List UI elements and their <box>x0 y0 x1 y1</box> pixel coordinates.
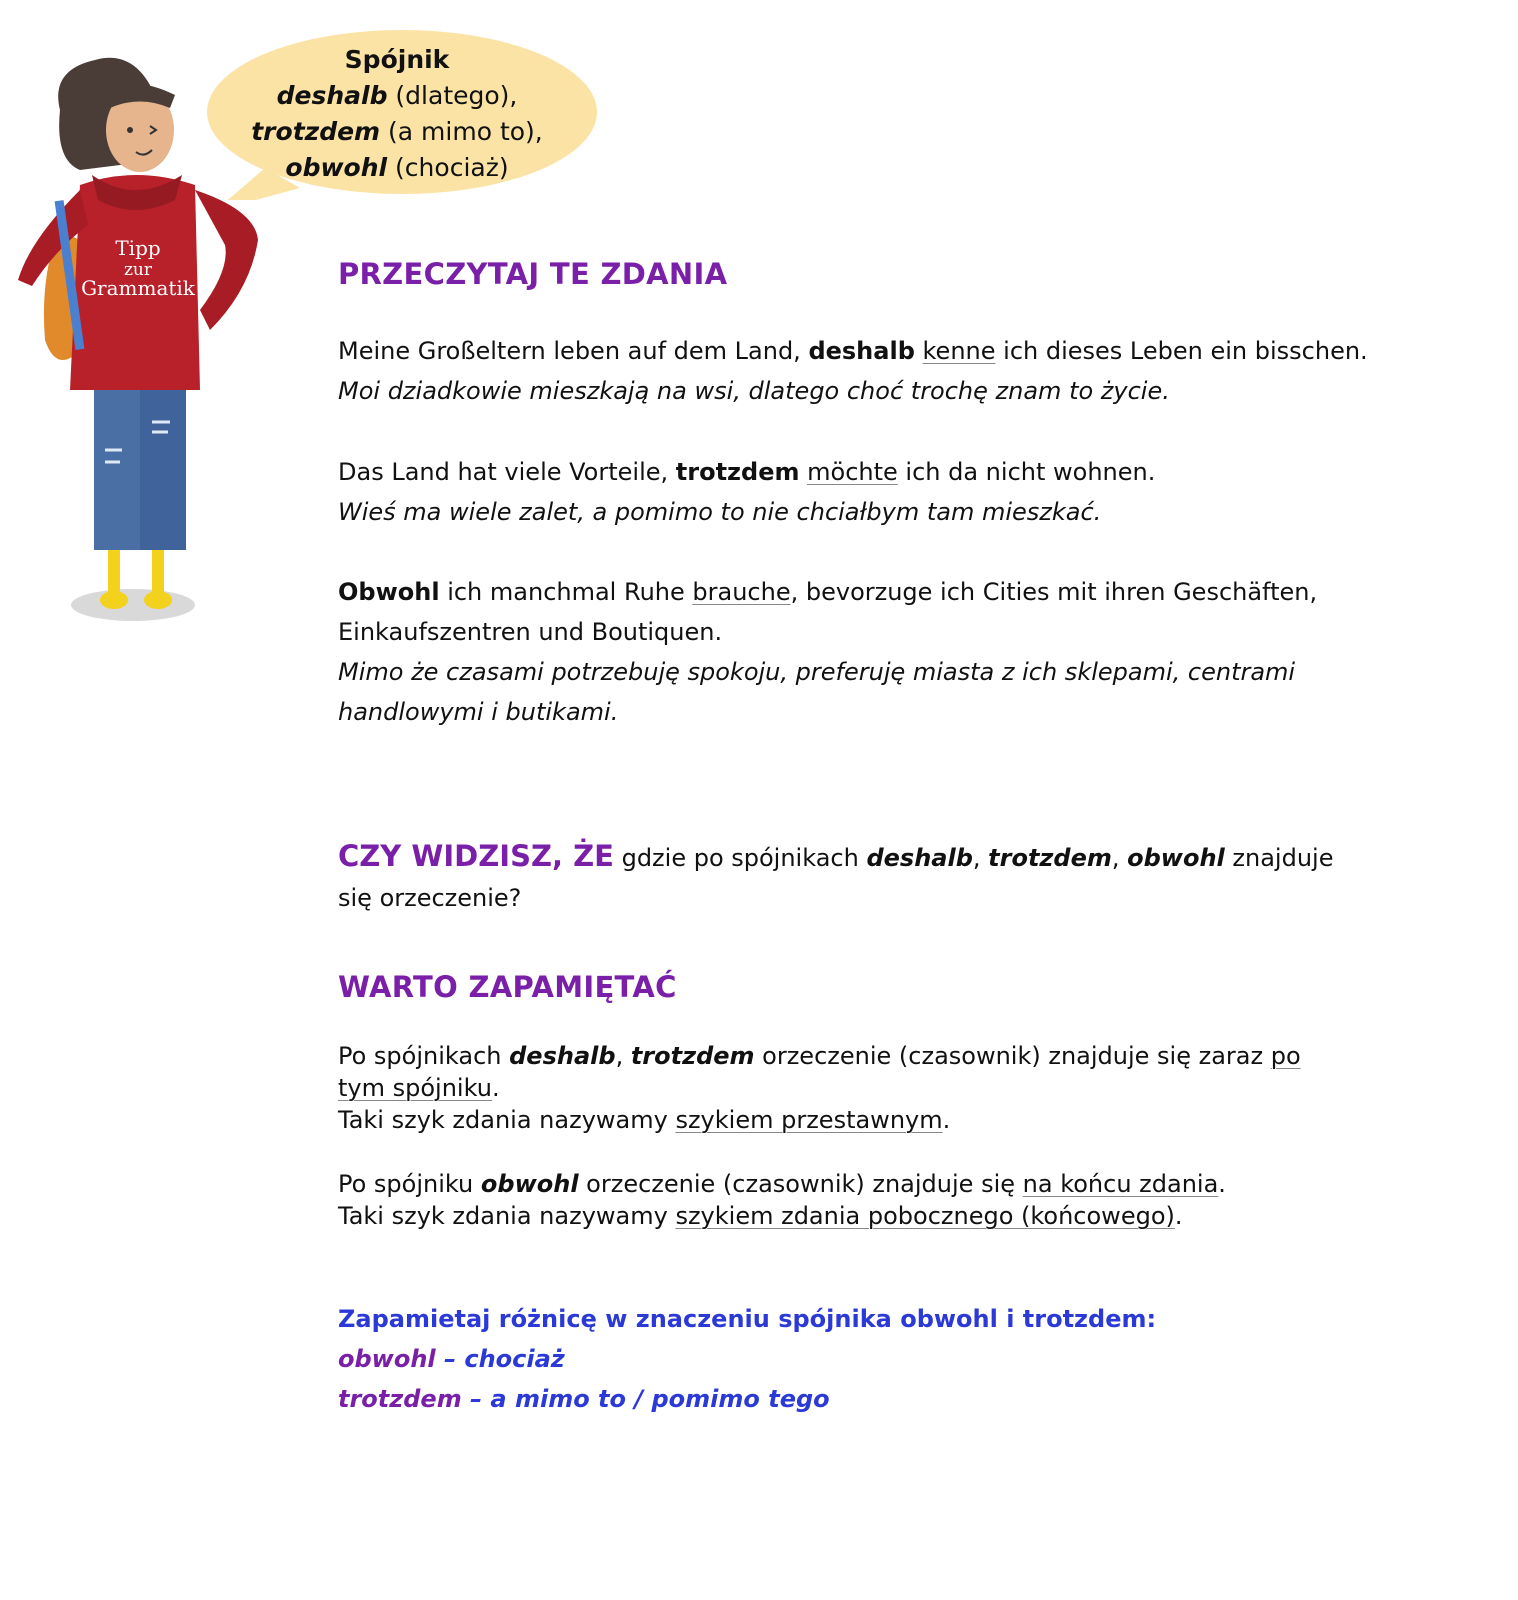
rule-4: Taki szyk zdania nazywamy szykiem zdania pobocznego (końcowego). <box>338 1202 1183 1230</box>
sentence-2: Das Land hat viele Vorteile, trotzdem möchte ich da nicht wohnen. Wieś ma wiele zalet, a pomimo to nie chciałbym tam mieszkać. <box>338 452 1468 532</box>
hoodie-text-1: Tipp <box>115 236 161 260</box>
rule-3: Po spójniku obwohl orzeczenie (czasownik) znajduje się na końcu zdania. <box>338 1170 1226 1198</box>
bubble-line: deshalb (dlatego), <box>276 81 518 110</box>
sentence-1: Meine Großeltern leben auf dem Land, deshalb kenne ich dieses Leben ein bisschen. Moi dziadkowie mieszkają na wsi, dlatego choć trochę znam to życie. <box>338 331 1468 411</box>
bubble-text <box>232 42 562 186</box>
hoodie-text-3: Grammatik <box>81 276 195 300</box>
sentence-2-translation: Wieś ma wiele zalet, a pomimo to nie chciałbym tam mieszkać. <box>338 498 1102 526</box>
bubble-line: trotzdem (a mimo to), <box>251 117 543 146</box>
bubble-line: obwohl (chociaż) <box>285 153 509 182</box>
tip-heading: Zapamietaj różnicę w znaczeniu spójnika obwohl i trotzdem: <box>338 1305 1157 1333</box>
question-paragraph: CZY WIDZISZ, ŻE gdzie po spójnikach deshalb, trotzdem, obwohl znajduje się orzeczenie? <box>338 839 1334 912</box>
rule-2: Taki szyk zdania nazywamy szykiem przestawnym. <box>338 1106 951 1134</box>
sentence-3: Obwohl ich manchmal Ruhe brauche, bevorzuge ich Cities mit ihren Geschäften, Einkaufszentren und Boutiquen. Mimo że czasami potrzebuję spokoju, preferuję miasta z ich sklepami, centrami handlowymi i butikami. <box>338 572 1338 732</box>
tip-line-obwohl: obwohl – chociaż <box>338 1345 565 1373</box>
heading-read-sentences: PRZECZYTAJ TE ZDANIA <box>338 257 728 291</box>
hoodie-text-2: zur <box>123 260 153 280</box>
heading-do-you-see: CZY WIDZISZ, ŻE <box>338 839 614 873</box>
tip-line-trotzdem: trotzdem – a mimo to / pomimo tego <box>338 1385 830 1413</box>
tip-box <box>338 1299 1156 1419</box>
rule-1: Po spójnikach deshalb, trotzdem orzeczenie (czasownik) znajduje się zaraz po tym spójniku. <box>338 1042 1301 1102</box>
bubble-title: Spójnik <box>344 45 450 74</box>
sentence-1-translation: Moi dziadkowie mieszkają na wsi, dlatego choć trochę znam to życie. <box>338 377 1170 405</box>
sentence-3-translation: Mimo że czasami potrzebuję spokoju, preferuję miasta z ich sklepami, centrami handlowymi i butikami. <box>338 658 1296 726</box>
heading-worth-remembering: WARTO ZAPAMIĘTAĆ <box>338 970 677 1004</box>
